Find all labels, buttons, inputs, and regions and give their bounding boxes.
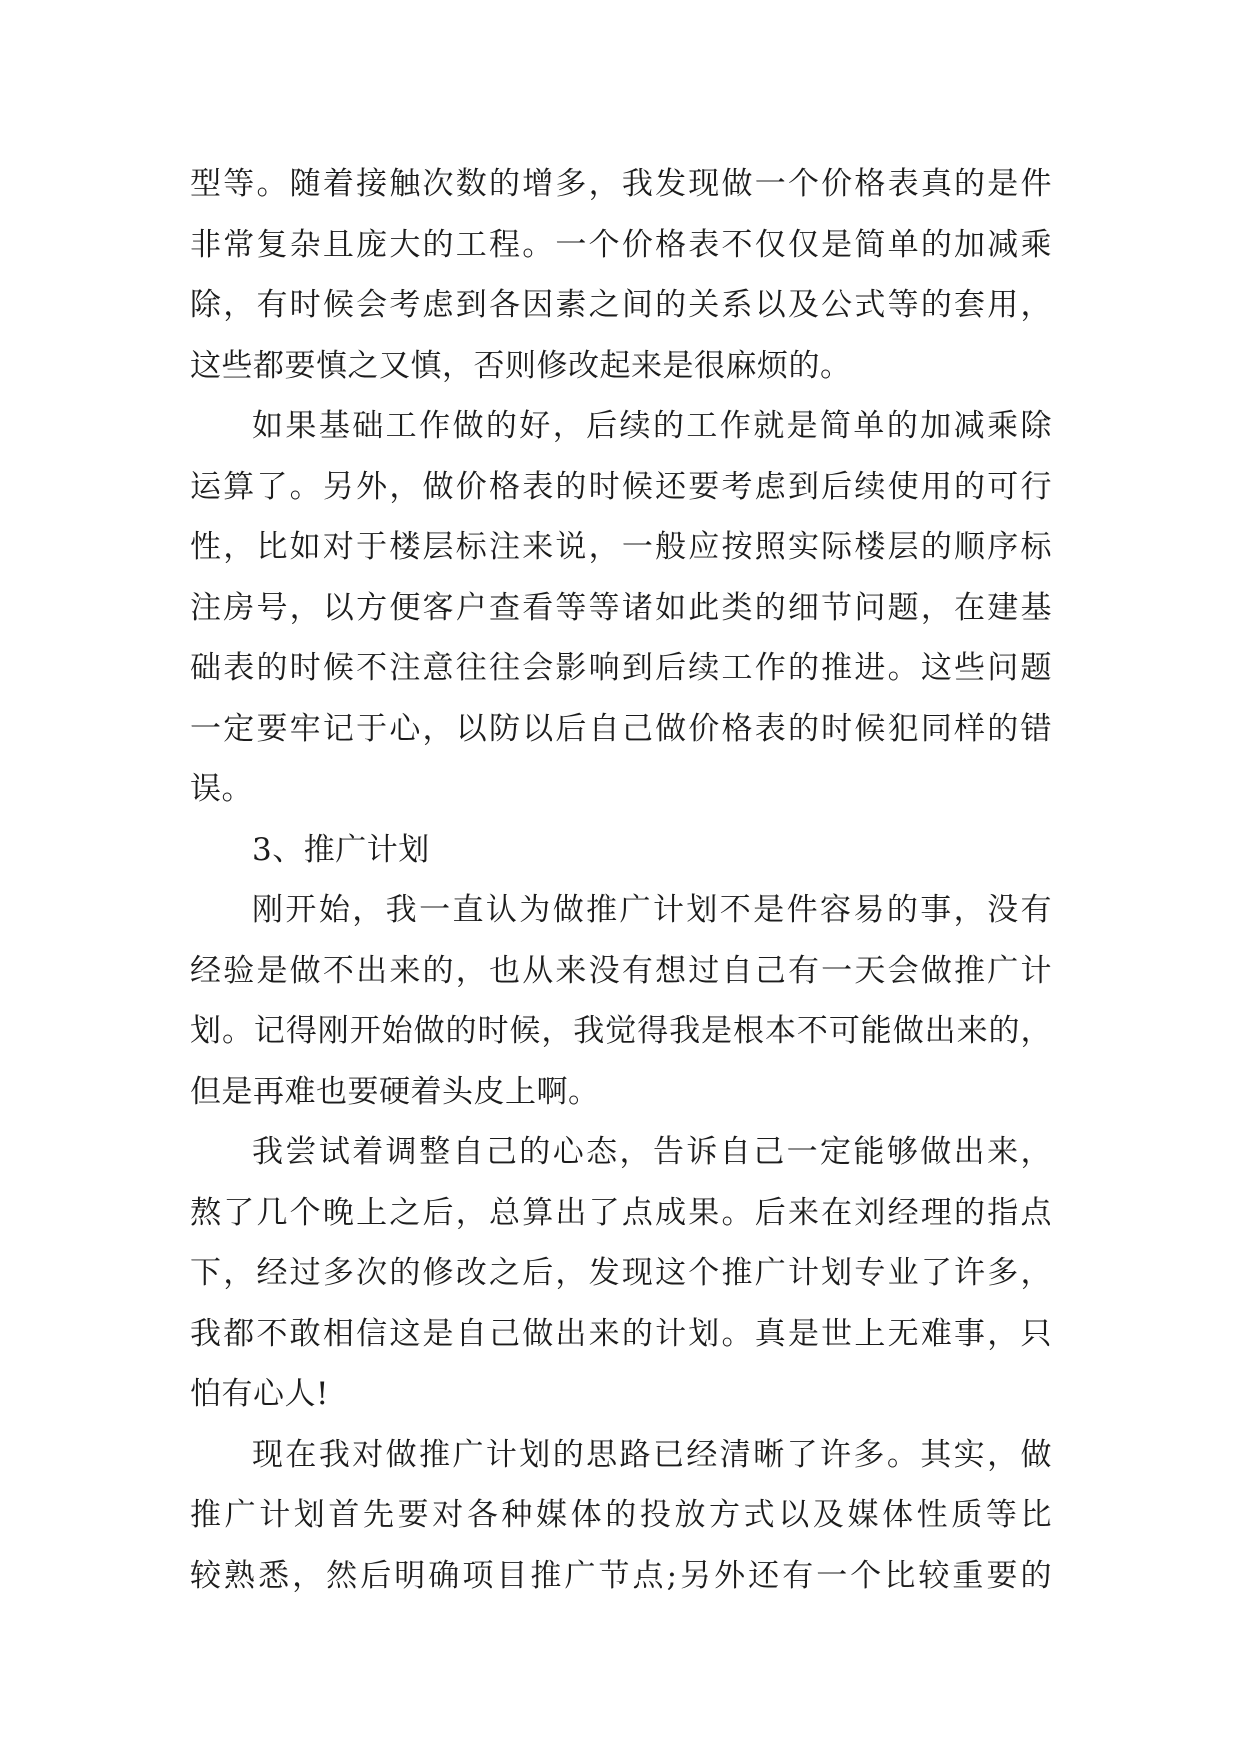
text-line: 如果基础工作做的好，后续的工作就是简单的加减乘除 [252,408,1052,444]
paragraph-price-table-complexity [190,154,1052,396]
text-line: 熬了几个晚上之后，总算出了点成果。后来在刘经理的指点 [190,1194,1052,1231]
paragraph-groundwork [190,396,1052,820]
paragraph-first-attempt [190,880,1052,1122]
text-line: 推广计划首先要对各种媒体的投放方式以及媒体性质等比 [190,1497,1052,1533]
text-line: 下，经过多次的修改之后，发现这个推广计划专业了许多， [190,1255,1052,1291]
document-body [190,154,1052,1606]
text-line: 我都不敢相信这是自己做出来的计划。真是世上无难事，只 [190,1315,1052,1352]
text-line: 3、推广计划 [252,831,430,868]
text-line: 划。记得刚开始做的时候，我觉得我是根本不可能做出来的， [190,1013,1052,1049]
text-line: 但是再难也要硬着头皮上啊。 [190,1073,600,1110]
text-line: 误。 [190,771,253,807]
text-line: 刚开始，我一直认为做推广计划不是件容易的事，没有 [252,892,1052,928]
section-heading-promotion-plan [190,820,1052,881]
text-line: 注房号，以方便客户查看等等诸如此类的细节问题，在建基 [190,589,1052,626]
text-line: 除，有时候会考虑到各因素之间的关系以及公式等的套用， [190,287,1052,323]
text-line: 较熟悉，然后明确项目推广节点;另外还有一个比较重要的 [190,1557,1052,1594]
text-line: 运算了。另外，做价格表的时候还要考虑到后续使用的可行 [190,468,1052,505]
text-line: 现在我对做推广计划的思路已经清晰了许多。其实，做 [252,1436,1052,1473]
paragraph-adjust-mindset [190,1122,1052,1425]
text-line: 非常复杂且庞大的工程。一个价格表不仅仅是简单的加减乘 [190,226,1052,263]
text-line: 础表的时候不注意往往会影响到后续工作的推进。这些问题 [190,650,1052,686]
text-line: 经验是做不出来的，也从来没有想过自己有一天会做推广计 [190,952,1052,989]
text-line: 一定要牢记于心，以防以后自己做价格表的时候犯同样的错 [190,710,1052,747]
text-line: 我尝试着调整自己的心态，告诉自己一定能够做出来， [252,1134,1052,1170]
text-line: 性，比如对于楼层标注来说，一般应按照实际楼层的顺序标 [190,529,1052,565]
text-line: 这些都要慎之又慎，否则修改起来是很麻烦的。 [190,347,852,384]
paragraph-current-approach [190,1425,1052,1607]
text-line: 怕有心人! [190,1376,329,1412]
text-line: 型等。随着接触次数的增多，我发现做一个价格表真的是件 [190,166,1052,202]
